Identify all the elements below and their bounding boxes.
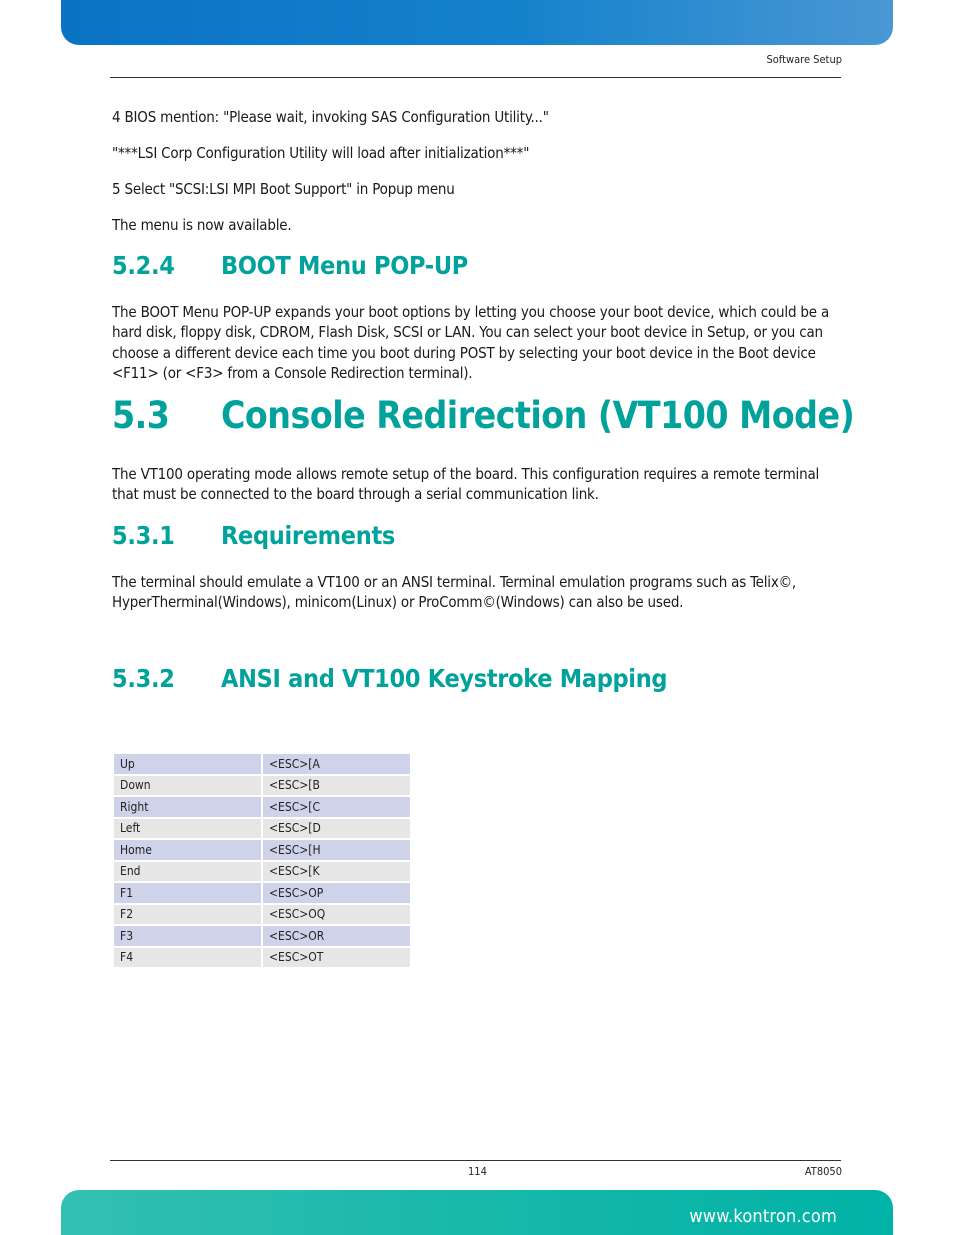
header-band xyxy=(61,0,893,45)
key-cell: F3 xyxy=(114,926,261,946)
footer-rule xyxy=(110,1160,841,1161)
code-cell: <ESC>OQ xyxy=(263,905,410,925)
page-number: 114 xyxy=(468,1165,487,1178)
code-cell: <ESC>OT xyxy=(263,948,410,968)
heading-number: 5.3.2 xyxy=(112,664,175,693)
step-4: 4 BIOS mention: "Please wait, invoking SAS Configuration Utility..." xyxy=(112,108,549,126)
key-cell: Right xyxy=(114,797,261,817)
heading-number: 5.3.1 xyxy=(112,521,175,550)
code-cell: <ESC>[B xyxy=(263,776,410,796)
lsi-note: "***LSI Corp Configuration Utility will load after initialization***" xyxy=(112,144,530,162)
key-cell: F1 xyxy=(114,883,261,903)
heading-title: ANSI and VT100 Keystroke Mapping xyxy=(221,664,668,693)
vt100-body: The VT100 operating mode allows remote setup of the board. This configuration requires a remote terminal that must be connected to the board through a serial communication link. xyxy=(112,465,820,504)
key-cell: End xyxy=(114,862,261,882)
menu-available: The menu is now available. xyxy=(112,216,292,234)
table-row xyxy=(114,840,410,860)
table-row xyxy=(114,776,410,796)
table-row xyxy=(114,948,410,968)
code-cell: <ESC>OR xyxy=(263,926,410,946)
website-link[interactable]: www.kontron.com xyxy=(689,1206,837,1227)
running-header: Software Setup xyxy=(766,53,842,66)
key-cell: Up xyxy=(114,754,261,774)
code-cell: <ESC>OP xyxy=(263,883,410,903)
boot-menu-body: The BOOT Menu POP-UP expands your boot options by letting you choose your boot device, which could be a hard disk, floppy disk, CDROM, Flash Disk, SCSI or LAN. You can select your boot device in Setup, or you can choose a different device each time you boot during POST by selecting your boot device in the Boot device <F11> (or <F3> from a Console Redirection terminal). xyxy=(112,303,830,382)
header-rule xyxy=(110,77,841,78)
key-cell: F4 xyxy=(114,948,261,968)
requirements-body: The terminal should emulate a VT100 or an ANSI terminal. Terminal emulation programs such as Telix©, HyperTherminal(Windows), minicom(Linux) or ProComm©(Windows) can also be used. xyxy=(112,573,797,612)
code-cell: <ESC>[K xyxy=(263,862,410,882)
table-row xyxy=(114,926,410,946)
table-row xyxy=(114,862,410,882)
table-row xyxy=(114,905,410,925)
key-cell: F2 xyxy=(114,905,261,925)
document-id: AT8050 xyxy=(804,1165,842,1178)
heading-5-3-2 xyxy=(112,664,667,693)
code-cell: <ESC>[C xyxy=(263,797,410,817)
step-5: 5 Select "SCSI:LSI MPI Boot Support" in Popup menu xyxy=(112,180,455,198)
code-cell: <ESC>[H xyxy=(263,840,410,860)
heading-5-3-1 xyxy=(112,521,395,550)
table-row xyxy=(114,883,410,903)
heading-5-3 xyxy=(112,394,854,437)
code-cell: <ESC>[A xyxy=(263,754,410,774)
heading-5-2-4 xyxy=(112,251,468,280)
heading-number: 5.3 xyxy=(112,394,170,437)
heading-title: Console Redirection (VT100 Mode) xyxy=(221,394,855,437)
table-row xyxy=(114,797,410,817)
footer-band xyxy=(61,1190,893,1235)
key-cell: Down xyxy=(114,776,261,796)
heading-title: Requirements xyxy=(221,521,396,550)
key-cell: Home xyxy=(114,840,261,860)
table-row xyxy=(114,754,410,774)
heading-title: BOOT Menu POP-UP xyxy=(221,251,468,280)
keystroke-mapping-table xyxy=(112,752,412,969)
heading-number: 5.2.4 xyxy=(112,251,175,280)
key-cell: Left xyxy=(114,819,261,839)
table-row xyxy=(114,819,410,839)
code-cell: <ESC>[D xyxy=(263,819,410,839)
